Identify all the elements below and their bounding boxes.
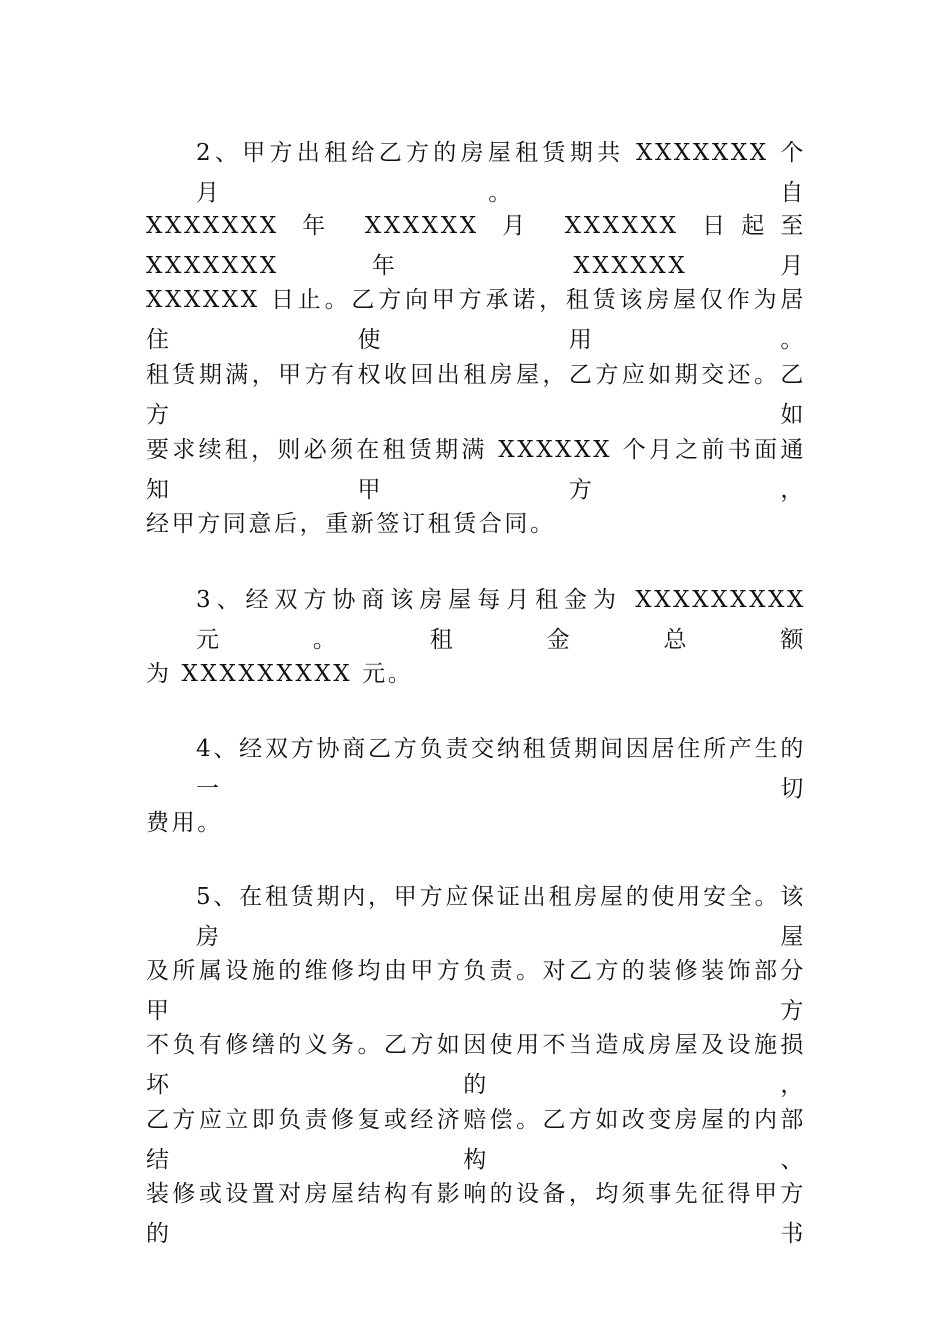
text-line-8: 为 XXXXXXXXX 元。 — [146, 661, 414, 687]
text-line-1: 2、甲方出租给乙方的房屋租赁期共 XXXXXXX 个月。自 — [196, 140, 806, 206]
text-line-14: 乙方应立即负责修复或经济赔偿。乙方如改变房屋的内部结构、 — [146, 1107, 806, 1173]
text-line-13: 不负有修缮的义务。乙方如因使用不当造成房屋及设施损坏的， — [146, 1032, 806, 1098]
text-line-15: 装修或设置对房屋结构有影响的设备，均须事先征得甲方的书 — [146, 1181, 806, 1247]
text-line-7: 3、经双方协商该房屋每月租金为 XXXXXXXXX 元。租金总额 — [196, 587, 806, 653]
text-line-6: 经甲方同意后，重新签订租赁合同。 — [146, 511, 556, 537]
text-line-9: 4、经双方协商乙方负责交纳租赁期间因居住所产生的一切 — [196, 736, 806, 802]
text-line-4: 租赁期满，甲方有权收回出租房屋，乙方应如期交还。乙方如 — [146, 362, 806, 428]
text-line-12: 及所属设施的维修均由甲方负责。对乙方的装修装饰部分甲方 — [146, 958, 806, 1024]
text-line-11: 5、在租赁期内，甲方应保证出租房屋的使用安全。该房屋 — [196, 884, 806, 950]
text-line-10: 费用。 — [146, 810, 223, 836]
text-line-5: 要求续租，则必须在租赁期满 XXXXXX 个月之前书面通知甲方， — [146, 437, 806, 503]
text-line-2: XXXXXXX 年 XXXXXX 月 XXXXXX 日起至 XXXXXXX 年 XXXXXX 月 — [146, 213, 806, 279]
text-line-3: XXXXXX 日止。乙方向甲方承诺，租赁该房屋仅作为居住使用。 — [146, 287, 806, 353]
